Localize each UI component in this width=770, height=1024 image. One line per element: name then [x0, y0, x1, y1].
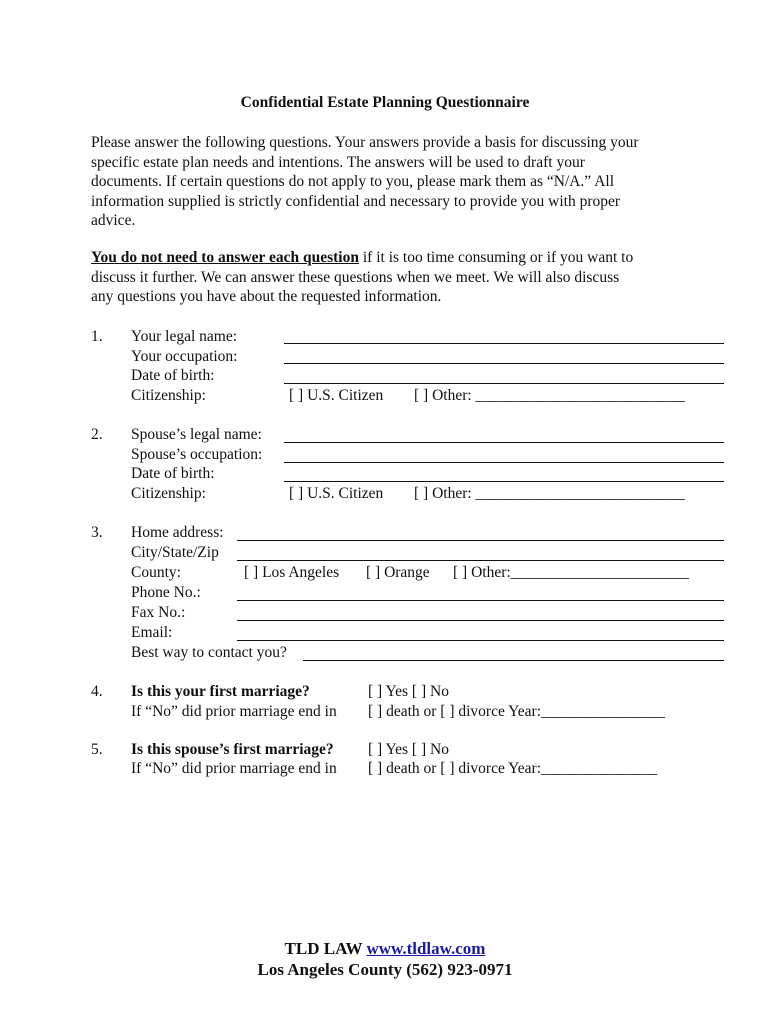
legal-name-field[interactable] [284, 343, 724, 344]
question-number: 4. [91, 683, 103, 700]
intro-line: advice. [91, 212, 136, 229]
notice-emphasis: You do not need to answer each question [91, 249, 359, 266]
spouse-first-marriage-question: Is this spouse’s first marriage? [131, 741, 334, 758]
legal-name-label: Your legal name: [131, 328, 238, 345]
county-other-checkbox[interactable]: [ ] Other:_______________________ [453, 564, 689, 581]
contact-preference-field[interactable] [303, 660, 724, 661]
notice-line: discuss it further. We can answer these questions when we meet. We will also discuss [91, 268, 620, 286]
question-number: 2. [91, 426, 103, 443]
spouse-us-citizen-checkbox[interactable]: [ ] U.S. Citizen [289, 485, 384, 502]
spouse-other-citizenship-checkbox[interactable]: [ ] Other: ___________________________ [414, 485, 685, 502]
spouse-name-field[interactable] [284, 442, 724, 443]
first-marriage-question: Is this your first marriage? [131, 683, 310, 700]
spouse-birth-date-field[interactable] [284, 481, 724, 482]
fax-field[interactable] [237, 620, 724, 621]
intro-paragraph [91, 133, 691, 231]
prior-marriage-end-options[interactable]: [ ] death or [ ] divorce Year:________________ [368, 703, 666, 720]
intro-line: documents. If certain questions do not apply to you, please mark them as “N/A.” All [91, 173, 615, 190]
notice-line: any questions you have about the requested information. [91, 288, 442, 305]
fax-label: Fax No.: [131, 604, 186, 621]
home-address-label: Home address: [131, 524, 224, 541]
city-state-zip-field[interactable] [237, 560, 724, 561]
prior-marriage-followup: If “No” did prior marriage end in [131, 703, 337, 720]
birth-date-field[interactable] [284, 383, 724, 384]
intro-line: Please answer the following questions. Your answers provide a basis for discussing your [91, 134, 639, 151]
question-number: 1. [91, 328, 103, 345]
question-number: 3. [91, 524, 103, 541]
occupation-field[interactable] [284, 363, 724, 364]
phone-field[interactable] [237, 600, 724, 601]
footer-contact-line: Los Angeles County (562) 923-0971 [257, 960, 513, 979]
spouse-name-label: Spouse’s legal name: [131, 426, 262, 443]
footer-firm-line [0, 938, 770, 959]
county-orange-checkbox[interactable]: [ ] Orange [366, 564, 430, 581]
firm-website-link[interactable]: www.tldlaw.com [366, 939, 486, 958]
intro-line: specific estate plan needs and intentions. The answers will be used to draft your [91, 153, 585, 171]
spouse-first-marriage-yes-no[interactable]: [ ] Yes [ ] No [368, 741, 449, 758]
spouse-prior-marriage-followup: If “No” did prior marriage end in [131, 760, 337, 777]
spouse-prior-marriage-end-options[interactable]: [ ] death or [ ] divorce Year:_______________ [368, 760, 658, 777]
email-label: Email: [131, 624, 173, 641]
first-marriage-yes-no[interactable]: [ ] Yes [ ] No [368, 683, 449, 700]
intro-line: information supplied is strictly confidential and necessary to provide you with proper [91, 192, 621, 210]
other-citizenship-checkbox[interactable]: [ ] Other: ___________________________ [414, 387, 685, 404]
citizenship-label: Citizenship: [131, 387, 206, 404]
page-title: Confidential Estate Planning Questionnaire [240, 94, 530, 111]
notice-paragraph [91, 248, 691, 307]
birth-date-label: Date of birth: [131, 367, 215, 384]
us-citizen-checkbox[interactable]: [ ] U.S. Citizen [289, 387, 384, 404]
county-label: County: [131, 564, 181, 581]
county-los-angeles-checkbox[interactable]: [ ] Los Angeles [244, 564, 340, 581]
question-number: 5. [91, 741, 103, 758]
spouse-citizenship-label: Citizenship: [131, 485, 206, 502]
email-field[interactable] [237, 640, 724, 641]
phone-label: Phone No.: [131, 584, 201, 601]
spouse-birth-date-label: Date of birth: [131, 465, 215, 482]
home-address-field[interactable] [237, 540, 724, 541]
notice-line [91, 248, 691, 268]
spouse-occupation-label: Spouse’s occupation: [131, 446, 263, 463]
occupation-label: Your occupation: [131, 348, 238, 365]
city-state-zip-label: City/State/Zip [131, 544, 219, 561]
contact-preference-label: Best way to contact you? [131, 644, 287, 661]
notice-line-rest: if it is too time consuming or if you want to [358, 249, 634, 266]
spouse-occupation-field[interactable] [284, 462, 724, 463]
firm-name: TLD LAW [284, 939, 363, 958]
